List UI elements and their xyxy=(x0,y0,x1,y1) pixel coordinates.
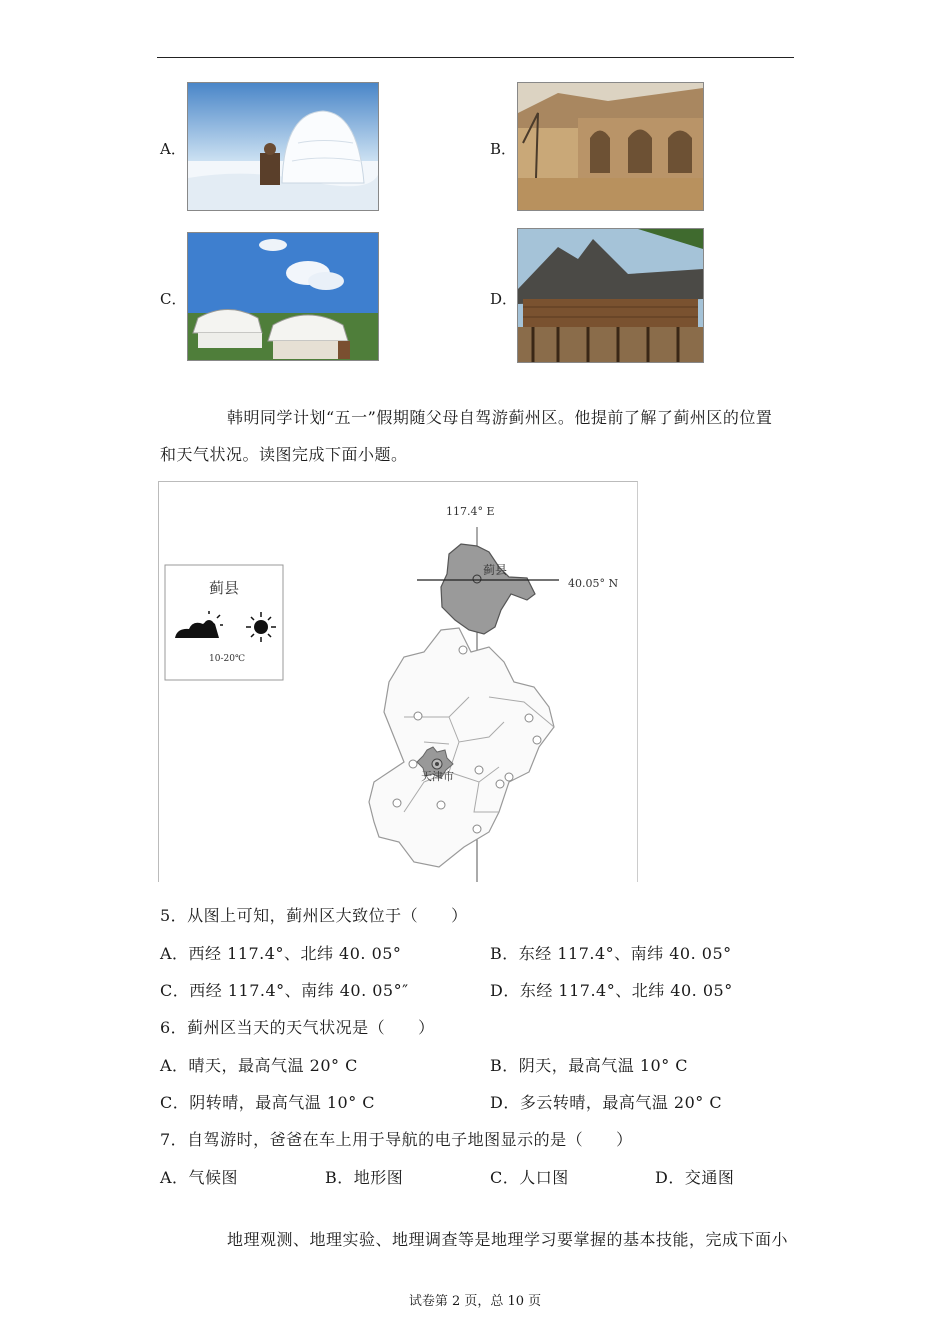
legend-temperature: 10-20℃ xyxy=(209,654,246,664)
question-5-option-b: B．东经 117.4°、南纬 40. 05° xyxy=(490,944,732,963)
question-5-option-a: A．西经 117.4°、北纬 40. 05° xyxy=(160,944,402,963)
question-6-option-c: C．阴转晴，最高气温 10° C xyxy=(160,1093,376,1112)
question-7-option-b: B．地形图 xyxy=(325,1168,404,1187)
latitude-label: 40.05° N xyxy=(568,577,619,590)
page-footer: 试卷第 2 页，总 10 页 xyxy=(408,1294,542,1309)
question-6-option-a: A．晴天，最高气温 20° C xyxy=(160,1056,358,1075)
longitude-label: 117.4° E xyxy=(446,505,495,518)
intro-line-1: 韩明同学计划“五一”假期随父母自驾游蓟州区。他提前了解了蓟州区的位置 xyxy=(227,408,773,427)
question-7-option-d: D．交通图 xyxy=(655,1168,735,1187)
question-7-option-a: A．气候图 xyxy=(160,1168,239,1187)
option-c-letter: C． xyxy=(160,290,187,308)
tianjin-city-label: 天津市 xyxy=(421,770,454,783)
header-rule xyxy=(157,57,794,58)
question-5-stem: 5．从图上可知，蓟州区大致位于（ ） xyxy=(160,906,468,925)
question-6-option-b: B．阴天，最高气温 10° C xyxy=(490,1056,689,1075)
question-5-option-c: C．西经 117.4°、南纬 40. 05°″ xyxy=(160,981,409,1000)
location-weather-map xyxy=(158,481,638,882)
question-5-option-d: D．东经 117.4°、北纬 40. 05° xyxy=(490,981,733,1000)
cave-dwelling-photo xyxy=(517,82,704,211)
next-section-intro: 地理观测、地理实验、地理调查等是地理学习要掌握的基本技能，完成下面小 xyxy=(227,1230,789,1249)
stilt-house-photo xyxy=(517,228,704,363)
yurt-photo xyxy=(187,232,379,361)
question-7-option-c: C．人口图 xyxy=(490,1168,569,1187)
intro-line-2: 和天气状况。读图完成下面小题。 xyxy=(160,445,408,464)
question-7-stem: 7．自驾游时，爸爸在车上用于导航的电子地图显示的是（ ） xyxy=(160,1130,633,1149)
option-a-letter: A． xyxy=(160,140,186,158)
legend-title: 蓟县 xyxy=(209,579,240,597)
ji-county-label: 蓟县 xyxy=(483,563,508,577)
igloo-photo xyxy=(187,82,379,211)
question-6-stem: 6．蓟州区当天的天气状况是（ ） xyxy=(160,1018,435,1037)
question-6-option-d: D．多云转晴，最高气温 20° C xyxy=(490,1093,723,1112)
option-d-letter: D． xyxy=(490,290,518,308)
option-b-letter: B． xyxy=(490,140,517,158)
